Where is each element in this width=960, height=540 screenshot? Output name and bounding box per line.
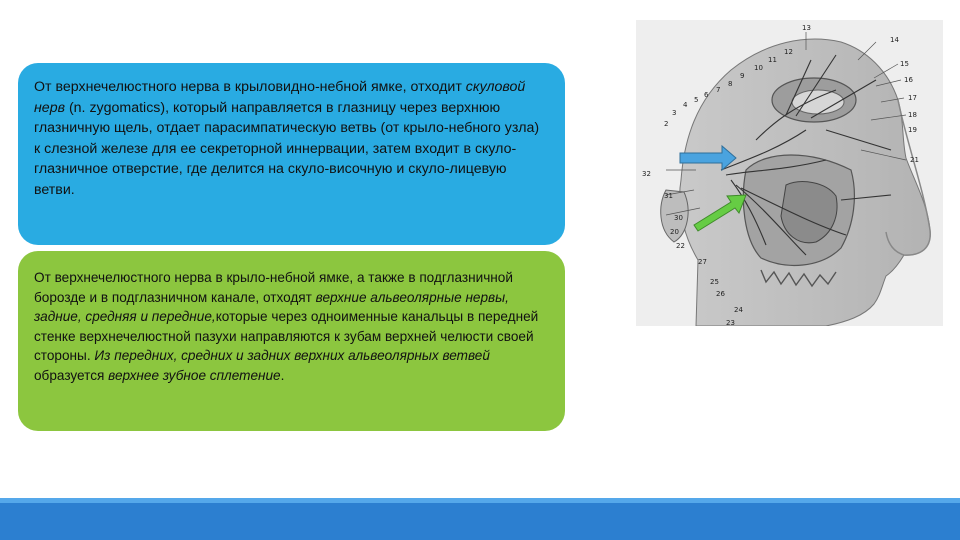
label-15: 15 xyxy=(900,60,909,68)
label-9: 9 xyxy=(740,72,745,80)
label-3: 3 xyxy=(672,109,677,117)
label-24: 24 xyxy=(734,306,743,314)
label-5: 5 xyxy=(694,96,699,104)
label-6: 6 xyxy=(704,91,709,99)
label-22: 22 xyxy=(676,242,685,250)
label-13: 13 xyxy=(802,24,811,32)
label-32: 32 xyxy=(642,170,651,178)
panel1-emphasis: скуловой нерв xyxy=(34,79,526,116)
panel2-emphasis-1: верхние альвеолярные нервы, задние, средняя и передние, xyxy=(34,289,509,325)
label-25: 25 xyxy=(710,278,719,286)
label-21: 21 xyxy=(910,156,919,164)
face-profile-drawing xyxy=(636,20,943,326)
label-12: 12 xyxy=(784,48,793,56)
panel2-emphasis-2: Из передних, средних и задних верхних альвеолярных ветвей xyxy=(94,348,490,364)
label-17: 17 xyxy=(908,94,917,102)
footer-bar xyxy=(0,498,960,540)
label-16: 16 xyxy=(904,76,913,84)
zygomatic-nerve-text xyxy=(34,77,549,200)
alveolar-nerves-panel xyxy=(18,251,565,431)
zygomatic-nerve-panel xyxy=(18,63,565,245)
label-10: 10 xyxy=(754,64,763,72)
label-18: 18 xyxy=(908,111,917,119)
panel2-emphasis-3: верхнее зубное сплетение xyxy=(108,367,281,383)
panel1-text-part1: От верхнечелюстного нерва в крыловидно-небной ямке, отходит xyxy=(34,79,466,95)
label-2: 2 xyxy=(664,120,669,128)
label-11: 11 xyxy=(768,56,777,64)
label-4: 4 xyxy=(683,101,688,109)
label-7: 7 xyxy=(716,86,721,94)
label-20: 20 xyxy=(670,228,679,236)
label-14: 14 xyxy=(890,36,899,44)
panel2-text-part2: которые через одноименные канальцы в передней стенке верхнечелюстной пазухи направляются к зубам верхней челюсти своей стороны. xyxy=(34,309,539,364)
panel2-text-part3: образуется xyxy=(34,367,109,383)
panel2-text-part4: . xyxy=(280,367,285,383)
label-8: 8 xyxy=(728,80,733,88)
panel2-text-part1: От верхнечелюстного нерва в крыло-небной ямке, а также в подглазничной борозде и в подглазничном канале, отходят xyxy=(34,270,513,305)
alveolar-nerves-text xyxy=(34,268,549,386)
label-19: 19 xyxy=(908,126,917,134)
panel1-text-part2: (n. zygomatics), который направляется в глазницу через верхнюю глазничную щель, отдает парасимпатическую ветвь (от крыло-небного узла) к слезной железе для ее секреторной иннервации, затем входит в скуло-глазничное отверстие, где делится на скуло-височную и скуло-лицевую ветви. xyxy=(34,99,540,198)
label-23: 23 xyxy=(726,319,735,326)
anatomy-illustration xyxy=(636,20,943,326)
label-31: 31 xyxy=(664,192,673,200)
label-27: 27 xyxy=(698,258,707,266)
label-26: 26 xyxy=(716,290,725,298)
label-30: 30 xyxy=(674,214,683,222)
